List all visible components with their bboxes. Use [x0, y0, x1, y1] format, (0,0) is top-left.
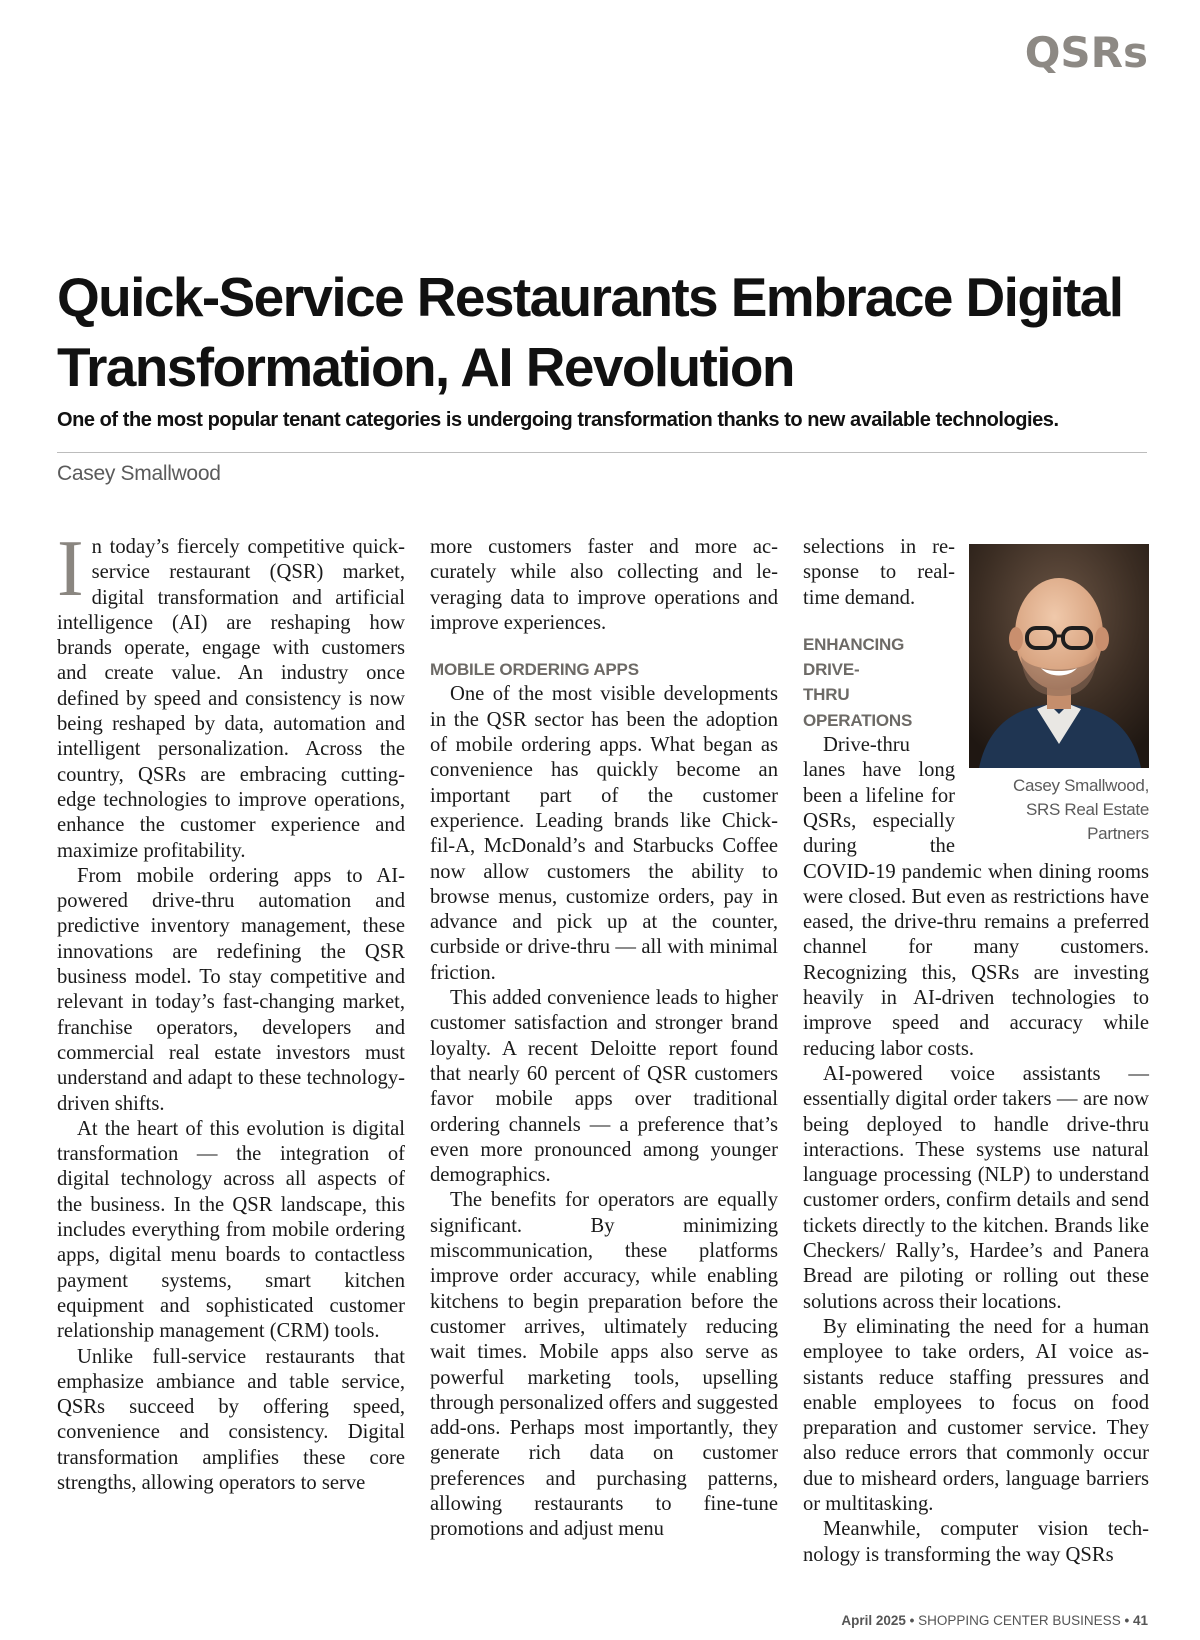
- page-footer: [841, 1613, 1148, 1628]
- author-portrait-icon: [969, 544, 1149, 768]
- paragraph: more customers faster and more accurately while also collecting and leveraging data to improve operations and improve experiences.: [430, 536, 778, 634]
- issue-date: April 2025: [841, 1613, 906, 1628]
- article-column-2: [430, 535, 778, 1543]
- author-photo-block: [969, 544, 1149, 846]
- paragraph: Meanwhile, computer vision technology is transforming the way QSRs: [803, 1518, 1149, 1566]
- paragraph: The benefits for operators are equally significant. By minimizing miscommunication, these platforms improve order accuracy, while enabling kitchens to begin preparation before the customer arrives, ultimately reducing wait times. Mobile apps also serve as powerful marketing tools, upselling through personalized offers and suggested add-ons. Perhaps most importantly, they generate rich data on customer preferences and purchasing patterns, allowing restaurants to fine-tune promotions and adjust menu: [430, 1189, 778, 1541]
- author-photo: [969, 544, 1149, 768]
- caption-company: SRS Real Estate Partners: [1025, 800, 1149, 843]
- footer-separator: •: [909, 1613, 915, 1628]
- article-deck: One of the most popular tenant categories is undergoing transformation thanks to new available technologies.: [57, 409, 1059, 431]
- paragraph: One of the most visible developments in the QSR sector has been the adoption of mobile ordering apps. What began as convenience has quickly become an important part of the customer experience. Leading brands like Chick-fil-A, McDonald’s and Starbucks Coffee now allow customers the ability to browse menus, customize orders, pay in advance and pick up at the counter, curbside or drive-thru — all with minimal friction.: [430, 683, 778, 984]
- paragraph-text: n today’s fiercely competitive quick-service restaurant (QSR) market, digital transformation and artificial intelligence (AI) are reshaping how brands operate, engage with customers and create value. An industry once defined by speed and consistency is now being reshaped by data, automation and intelligent personalization. Across the country, QSRs are embracing cutting-edge technologies to improve operations, enhance the customer experience and maximize profitability.: [57, 536, 405, 862]
- caption-name: Casey Smallwood,: [1013, 776, 1149, 795]
- article-column-3: [803, 535, 1149, 1568]
- section-tag: QSRs: [1024, 28, 1148, 77]
- paragraph: Unlike full-service restaurants that emphasize ambiance and table service, QSRs succeed by offering speed, convenience and consistency. Digital transformation amplifies these core strengths, allowing operators to serve: [57, 1345, 405, 1494]
- paragraph: AI-powered voice assistants — essentially digital order takers — are now being deployed to handle drive-thru interactions. These systems use natural language processing (NLP) to understand customer orders, confirm details and send tickets directly to the kitchen. Brands like Checkers/ Rally’s, Hardee’s and Panera Bread are piloting or rolling out these solutions across their locations.: [803, 1062, 1149, 1313]
- section-subhead: MOBILE ORDERING APPS: [430, 660, 639, 680]
- author-byline: Casey Smallwood: [57, 462, 221, 485]
- article-headline: Quick-Service Restaurants Embrace Digital Transformation, AI Revolution: [57, 266, 1123, 398]
- paragraph: By eliminating the need for a human employee to take orders, AI voice assistants reduce staffing pressures and enable employees to focus on food preparation and customer service. They also reduce errors that commonly occur due to misheard orders, language barriers or multitasking.: [803, 1315, 1149, 1515]
- paragraph: selections in response to real-time demand.: [803, 536, 955, 609]
- byline-divider: [57, 452, 1147, 453]
- photo-caption: [969, 774, 1149, 846]
- paragraph: [57, 525, 405, 864]
- article-column-1: [57, 525, 405, 1496]
- paragraph: From mobile ordering apps to AI-powered drive-thru automation and predictive inventory management, these innovations are redefining the QSR business model. To stay competitive and relevant in today’s fast-changing market, franchise operators, developers and commercial real estate investors must understand and adapt to these technology-driven shifts.: [57, 864, 405, 1115]
- publication-name: SHOPPING CENTER BUSINESS: [918, 1613, 1121, 1628]
- paragraph: Drive-thru lanes have long been a lifeline for QSRs, especially during the COVID-19 pandemic when dining rooms were closed. But even as restrictions have eased, the drive-thru remains a preferred channel for many customers. Recognizing this, QSRs are investing heavily in AI-driven technologies to improve speed and accuracy while reducing labor costs.: [803, 734, 1149, 1060]
- subhead-line: THRU OPERATIONS: [803, 685, 913, 730]
- paragraph: This added convenience leads to higher customer satisfaction and stronger brand loyalty. A recent Deloitte report found that nearly 60 percent of QSR customers favor mobile apps over traditional ordering channels — a preference that’s even more pronounced among younger demographics.: [430, 987, 778, 1187]
- drop-cap: I: [57, 525, 84, 613]
- footer-separator: •: [1124, 1613, 1130, 1628]
- paragraph: At the heart of this evolution is digital transformation — the integration of digital technology across all aspects of the business. In the QSR landscape, this includes everything from mobile ordering apps, digital menu boards to contactless payment systems, smart kitchen equipment and sophisticated customer relationship management (CRM) tools.: [57, 1117, 405, 1343]
- page-number: 41: [1132, 1613, 1148, 1628]
- subhead-line: ENHANCING DRIVE-: [803, 634, 905, 680]
